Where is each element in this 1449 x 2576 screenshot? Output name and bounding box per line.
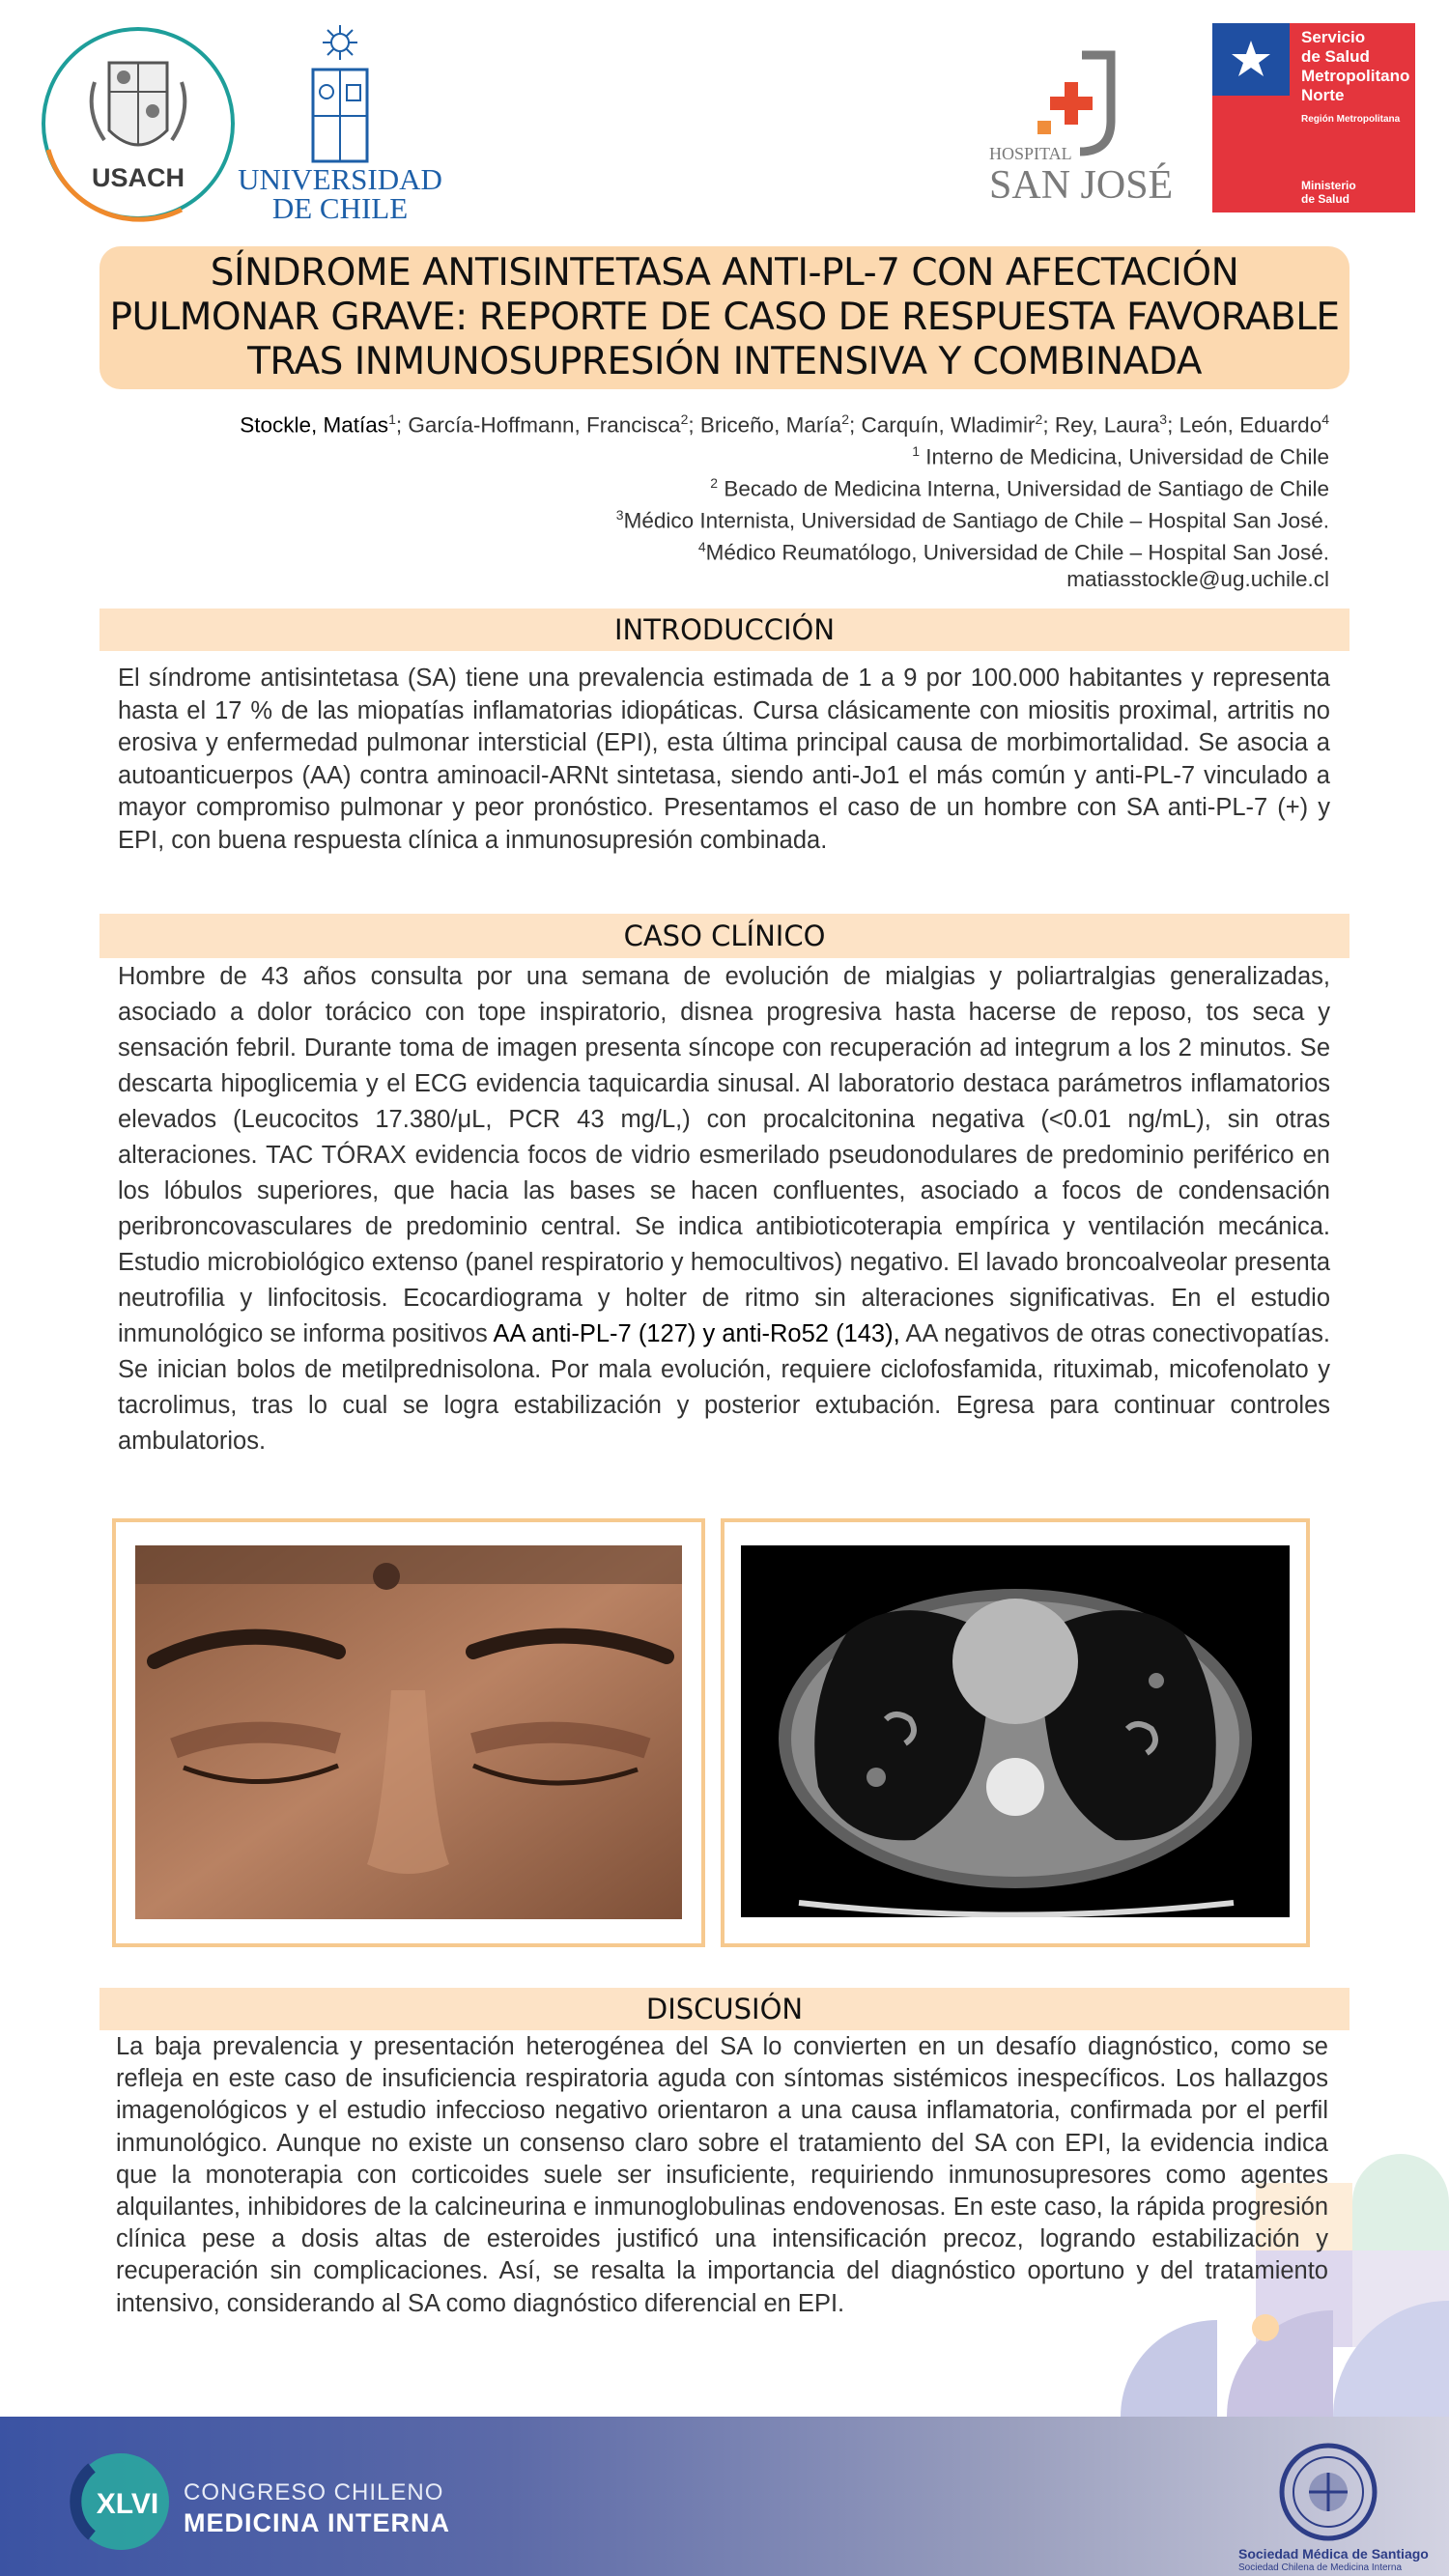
congress-badge-text: XLVI xyxy=(96,2488,159,2520)
sociedad-medica-seal xyxy=(1256,2439,1401,2545)
ssmn-ministry-2: de Salud xyxy=(1301,192,1350,206)
intro-body: El síndrome antisintetasa (SA) tiene una prevalencia estimada de 1 a 9 por 100.000 habitantes y representa hasta el 17 % de las miopatías inflamatorias idiopáticas. Cursa clásicamente con miositis proximal, artritis no erosiva y enfermedad pulmonar intersticial (EPI), esta última principal causa de morbimortalidad. Se asocia a autoanticuerpos (AA) contra aminoacil-ARNt sintetasa, siendo anti-Jo1 el más común y anti-PL-7 vinculado a mayor compromiso pulmonar y peor pronóstico. Presentamos el caso de un hombre con SA anti-PL-7 (+) y EPI, con buena respuesta clínica a inmunosupresión combinada. xyxy=(118,665,1330,854)
case-heading-text: CASO CLÍNICO xyxy=(623,920,826,952)
discussion-heading-text: DISCUSIÓN xyxy=(645,1993,804,2025)
author-sup: 4 xyxy=(1321,411,1329,427)
author-name: León, Eduardo xyxy=(1179,412,1322,438)
usach-logo xyxy=(37,24,240,222)
affiliation-text: Médico Internista, Universidad de Santiago de Chile – Hospital San José. xyxy=(623,508,1329,533)
affiliation-sup: 3 xyxy=(615,507,624,523)
affiliation-text: Becado de Medicina Interna, Universidad de Santiago de Chile xyxy=(718,476,1329,501)
author-sup: 2 xyxy=(680,411,689,427)
contact-email[interactable]: matiasstockle@ug.uchile.cl xyxy=(1066,567,1329,591)
sanjose-big-text: SAN JOSÉ xyxy=(989,163,1174,208)
usach-logo-text: USACH xyxy=(91,163,185,192)
author-sep: ; xyxy=(395,412,409,438)
author-sep: ; xyxy=(1042,412,1055,438)
ssmn-line-2: de Salud xyxy=(1301,47,1370,66)
footer-congress-line2: MEDICINA INTERNA xyxy=(184,2508,450,2537)
ct-thorax-image xyxy=(741,1545,1290,1917)
sanjose-small-text: HOSPITAL xyxy=(989,144,1072,163)
uchile-line1: UNIVERSIDAD xyxy=(238,162,442,196)
universidad-de-chile-logo xyxy=(232,19,449,227)
author-name: Rey, Laura xyxy=(1054,412,1160,438)
author-sup: 2 xyxy=(841,411,849,427)
case-body-highlight: AA anti-PL-7 (127) y anti-Ro52 (143), xyxy=(493,1320,900,1347)
poster-title: SÍNDROME ANTISINTETASA ANTI-PL-7 CON AFECTACIÓN PULMONAR GRAVE: REPORTE DE CASO DE RESPUESTA FAVORABLE TRAS INMUNOSUPRESIÓN INTENSIVA Y COMBINADA xyxy=(109,251,1340,383)
author-sup: 2 xyxy=(1035,411,1043,427)
footer-congress-line1: CONGRESO CHILENO xyxy=(184,2479,444,2505)
ct-thorax-frame xyxy=(721,1518,1310,1947)
hospital-san-jose-logo xyxy=(985,43,1179,208)
uchile-line2: DE CHILE xyxy=(271,191,409,225)
author-name: Stockle, Matías xyxy=(240,412,389,438)
section-heading-discusion xyxy=(99,1988,1350,2030)
affiliation-text: Médico Reumatólogo, Universidad de Chile – Hospital San José. xyxy=(705,540,1329,565)
affiliation-sup: 2 xyxy=(710,475,719,491)
section-heading-caso-clinico xyxy=(99,914,1350,958)
patient-eyes-photo-frame xyxy=(112,1518,705,1947)
author-sep: ; xyxy=(1167,412,1179,438)
footer-society-name: Sociedad Médica de Santiago xyxy=(1238,2546,1429,2562)
author-sup: 3 xyxy=(1159,411,1168,427)
intro-heading-text: INTRODUCCIÓN xyxy=(613,613,836,646)
patient-eyes-photo xyxy=(135,1545,682,1919)
footer-society-subtitle: Sociedad Chilena de Medicina Interna xyxy=(1238,2562,1402,2573)
affiliation-text: Interno de Medicina, Universidad de Chile xyxy=(920,444,1329,469)
ssmn-line-1: Servicio xyxy=(1301,28,1366,46)
author-name: García-Hoffmann, Francisca xyxy=(408,412,681,438)
author-name: Carquín, Wladimir xyxy=(861,412,1036,438)
title-banner xyxy=(99,246,1350,389)
ssmn-line-4: Norte xyxy=(1301,86,1345,104)
case-body-part: AA negativos de otras conectivopatías. Se inician bolos de metilprednisolona. Por mala evolución, requiere ciclofosfamida, rituximab, micofenolato y tacrolimus, tras lo cual se logra estabilización y posterior extubación. Egresa para continuar controles ambulatorios. xyxy=(118,1320,1330,1455)
ssmn-region: Región Metropolitana xyxy=(1301,114,1401,125)
congress-badge xyxy=(68,2449,174,2555)
case-body xyxy=(118,959,1330,1459)
discussion-body: La baja prevalencia y presentación heterogénea del SA lo convierten en un desafío diagnóstico, como se refleja en este caso de insuficiencia respiratoria aguda con síntomas sistémicos inespecíficos. Los hallazgos imagenológicos y el estudio infeccioso negativo orientaron a una causa inflamatoria, confirmada por el perfil inmunológico. Aunque no existe un consenso claro sobre el tratamiento del SA con EPI, la evidencia indica que la monoterapia con corticoides suele ser insuficiente, requiriendo inmunosupresores como agentes alquilantes, inhibidores de la calcineurina e inmunoglobulinas endovenosas. En este caso, la rápida progresión clínica pese a dosis altas de esteroides justificó una intensificación precoz, logrando estabilización y recuperación sin complicaciones. Así, se resalta la importancia del diagnóstico oportuno y del tratamiento intensivo, considerando al SA como diagnóstico diferencial en EPI. xyxy=(116,2033,1328,2317)
author-name: Briceño, María xyxy=(699,412,842,438)
ssmn-line-3: Metropolitano xyxy=(1301,67,1410,85)
case-body-part: Hombre de 43 años consulta por una semana de evolución de mialgias y poliartralgias generalizadas, asociado a dolor torácico con tope inspiratorio, disnea progresiva hasta hacerse de reposo, tos seca y sensación febril. Durante toma de imagen presenta síncope con recuperación ad integrum a los 2 minutos. Se descarta hipoglicemia y el ECG evidencia taquicardia sinusal. Al laboratorio destaca parámetros inflamatorios elevados (Leucocitos 17.380/μL, PCR 43 mg/L,) con procalcitonina negativa (<0.01 ng/mL), sin otras alteraciones. TAC TÓRAX evidencia focos de vidrio esmerilado pseudonodulares de predominio periférico en los lóbulos superiores, que hacia las bases se hacen confluentes, asociado a focos de condensación peribroncovasculares de predominio central. Se indica antibioticoterapia empírica y ventilación mecánica. Estudio microbiológico extenso (panel respiratorio y hemocultivos) negativo. El lavado broncoalveolar presenta neutrofilia y linfocitosis. Ecocardiograma y holter de ritmo sin alteraciones significativas. En el estudio inmunológico se informa positivos xyxy=(118,963,1330,1347)
author-sup: 1 xyxy=(388,411,396,427)
affiliation-sup: 4 xyxy=(697,539,706,554)
servicio-salud-metropolitano-norte-logo xyxy=(1212,23,1415,212)
ssmn-ministry-1: Ministerio xyxy=(1301,179,1356,192)
section-heading-introduccion xyxy=(99,609,1350,651)
affiliation-sup: 1 xyxy=(912,443,921,459)
author-sep: ; xyxy=(688,412,700,438)
author-sep: ; xyxy=(848,412,862,438)
